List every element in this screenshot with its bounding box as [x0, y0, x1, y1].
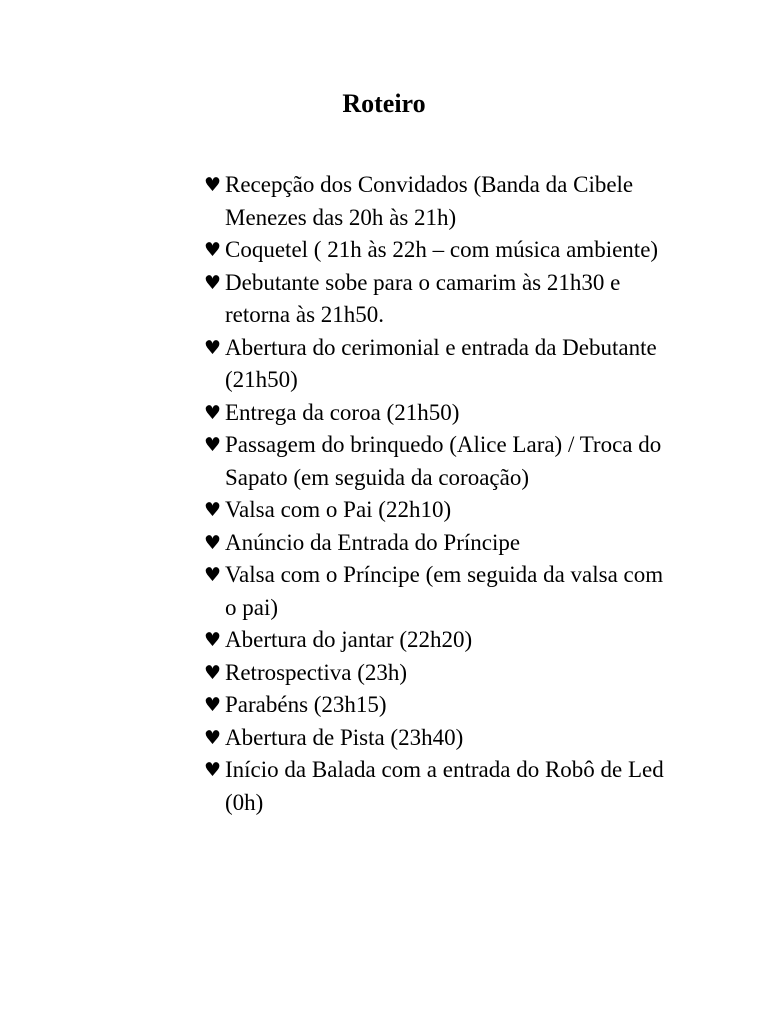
list-item-text: Recepção dos Convidados (Banda da Cibele Menezes das 20h às 21h)	[225, 172, 634, 230]
list-item-text: Anúncio da Entrada do Príncipe	[225, 529, 521, 555]
heart-bullet-icon: ♥	[204, 434, 222, 456]
list-item-text: Retrospectiva (23h)	[225, 659, 408, 685]
list-item	[204, 332, 674, 397]
list-item	[204, 689, 674, 722]
heart-bullet-icon: ♥	[204, 336, 222, 359]
heart-bullet-icon: ♥	[204, 661, 222, 684]
heart-bullet-icon: ♥	[204, 174, 222, 196]
list-item-text: Coquetel ( 21h às 22h – com música ambiente)	[225, 237, 659, 262]
heart-bullet-icon: ♥	[204, 694, 222, 716]
list-item	[204, 559, 674, 624]
heart-bullet-icon: ♥	[204, 401, 222, 424]
list-item	[204, 169, 674, 234]
list-item-text: Valsa com o Príncipe (em seguida da valsa com o pai)	[225, 562, 664, 620]
list-item	[204, 267, 674, 332]
list-item-text: Abertura do cerimonial e entrada da Debutante (21h50)	[225, 334, 657, 392]
list-item-text: Valsa com o Pai (22h10)	[225, 497, 452, 522]
list-item-text: Debutante sobe para o camarim às 21h30 e retorna às 21h50.	[225, 269, 621, 327]
heart-bullet-icon: ♥	[204, 759, 222, 781]
heart-bullet-icon: ♥	[204, 271, 222, 294]
heart-bullet-icon: ♥	[204, 726, 222, 749]
list-item	[204, 234, 674, 267]
heart-bullet-icon: ♥	[204, 499, 222, 521]
heart-bullet-icon: ♥	[204, 239, 222, 261]
heart-bullet-icon: ♥	[204, 564, 222, 586]
list-item-text: Entrega da coroa (21h50)	[225, 399, 460, 425]
list-item-text: Início da Balada com a entrada do Robô de Led (0h)	[225, 757, 664, 815]
list-item-text: Abertura de Pista (23h40)	[225, 724, 464, 750]
list-item	[204, 397, 674, 430]
list-item-text: Passagem do brinquedo (Alice Lara) / Troca do Sapato (em seguida da coroação)	[225, 432, 662, 490]
list-item	[204, 494, 674, 527]
list-item-text: Abertura do jantar (22h20)	[225, 627, 473, 652]
heart-bullet-icon: ♥	[204, 629, 222, 651]
schedule-list	[204, 169, 674, 819]
list-item	[204, 722, 674, 755]
list-item	[204, 624, 674, 657]
heart-bullet-icon: ♥	[204, 531, 222, 554]
list-item	[204, 527, 674, 560]
page-title: Roteiro	[342, 89, 426, 118]
list-item	[204, 657, 674, 690]
list-item	[204, 429, 674, 494]
list-item-text: Parabéns (23h15)	[225, 692, 387, 717]
list-item	[204, 754, 674, 819]
